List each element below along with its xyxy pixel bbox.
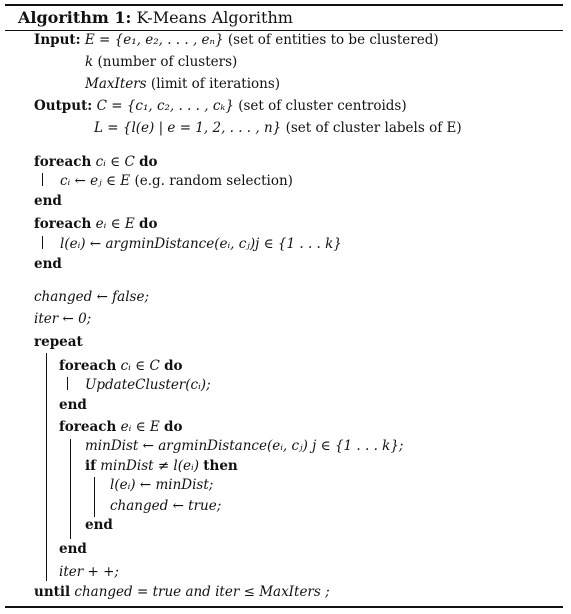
inner2-bar: [70, 439, 71, 539]
input-line-maxiters: [85, 76, 280, 92]
inner2-header: [59, 419, 182, 435]
output-keyword: Output:: [34, 98, 93, 114]
loop2-head-math: eᵢ ∈ E: [95, 216, 135, 232]
loop1-end: end: [34, 193, 62, 209]
inner2-head-math: eᵢ ∈ E: [120, 419, 160, 435]
foreach-keyword-3: foreach: [59, 358, 117, 374]
input-line-e: [34, 32, 439, 48]
loop2-end: end: [34, 256, 62, 272]
then-keyword: then: [203, 458, 238, 474]
input-maxiters-desc: (limit of iterations): [150, 76, 281, 92]
until-keyword: until: [34, 584, 71, 600]
loop2-body: l(eᵢ) ← argminDistance(eᵢ, cⱼ)j ∈ {1 . . . k}: [60, 236, 342, 252]
if-body-changed: changed ← true;: [110, 498, 222, 514]
output-l-math: L = {l(e) | e = 1, 2, . . . , n}: [94, 120, 282, 136]
inner1-end: end: [59, 397, 87, 413]
algorithm-number: Algorithm 1:: [18, 8, 132, 27]
top-rule: [5, 4, 563, 6]
if-keyword: if: [85, 458, 96, 474]
init-iter: iter ← 0;: [34, 311, 92, 327]
algorithm-box: [5, 4, 563, 608]
inner2-mindist: minDist ← argminDistance(eᵢ, cⱼ) j ∈ {1 . . . k};: [85, 438, 404, 454]
until-line: [34, 584, 330, 600]
input-k-desc: (number of clusters): [97, 54, 238, 70]
input-maxiters-math: MaxIters: [85, 76, 147, 92]
input-line-k: [85, 54, 237, 70]
output-line-c: [34, 98, 407, 114]
until-condition: changed = true and iter ≤ MaxIters ;: [74, 584, 330, 600]
if-bar: [94, 477, 95, 517]
algorithm-title: [18, 9, 293, 27]
inner1-header: [59, 358, 183, 374]
if-end: end: [85, 517, 113, 533]
inner2-end: end: [59, 541, 87, 557]
loop1-body-math: cᵢ ← eⱼ ∈ E: [60, 173, 131, 189]
foreach-keyword-2: foreach: [34, 216, 92, 232]
iter-increment: iter + +;: [59, 564, 119, 580]
foreach-keyword: foreach: [34, 154, 92, 170]
if-header: [85, 458, 238, 474]
output-c-math: C = {c₁, c₂, . . . , cₖ}: [96, 98, 234, 114]
inner1-body: UpdateCluster(cᵢ);: [85, 377, 211, 393]
loop1-body-desc: (e.g. random selection): [134, 173, 293, 189]
do-keyword-3: do: [164, 358, 183, 374]
output-c-desc: (set of cluster centroids): [238, 98, 407, 114]
loop2-bar: [42, 236, 43, 249]
repeat-bar: [46, 353, 47, 581]
input-keyword: Input:: [34, 32, 81, 48]
loop2-header: [34, 216, 157, 232]
input-k-math: k: [85, 54, 94, 70]
loop1-header: [34, 154, 158, 170]
loop1-head-math: cᵢ ∈ C: [95, 154, 135, 170]
title-rule: [5, 30, 563, 31]
output-l-desc: (set of cluster labels of E): [285, 120, 462, 136]
do-keyword-2: do: [139, 216, 158, 232]
input-e-math: E = {e₁, e₂, . . . , eₙ}: [84, 32, 224, 48]
if-condition: minDist ≠ l(eᵢ): [100, 458, 199, 474]
algorithm-name: K-Means Algorithm: [136, 8, 293, 27]
repeat-keyword: repeat: [34, 334, 83, 350]
loop1-bar: [42, 173, 43, 186]
inner1-head-math: cᵢ ∈ C: [120, 358, 160, 374]
do-keyword-4: do: [164, 419, 183, 435]
bottom-rule: [5, 606, 563, 608]
inner1-bar: [67, 377, 68, 390]
input-e-desc: (set of entities to be clustered): [227, 32, 439, 48]
do-keyword: do: [139, 154, 158, 170]
output-line-l: [94, 120, 462, 136]
foreach-keyword-4: foreach: [59, 419, 117, 435]
loop1-body: [60, 173, 293, 189]
init-changed: changed ← false;: [34, 289, 149, 305]
if-body-label: l(eᵢ) ← minDist;: [110, 477, 214, 493]
